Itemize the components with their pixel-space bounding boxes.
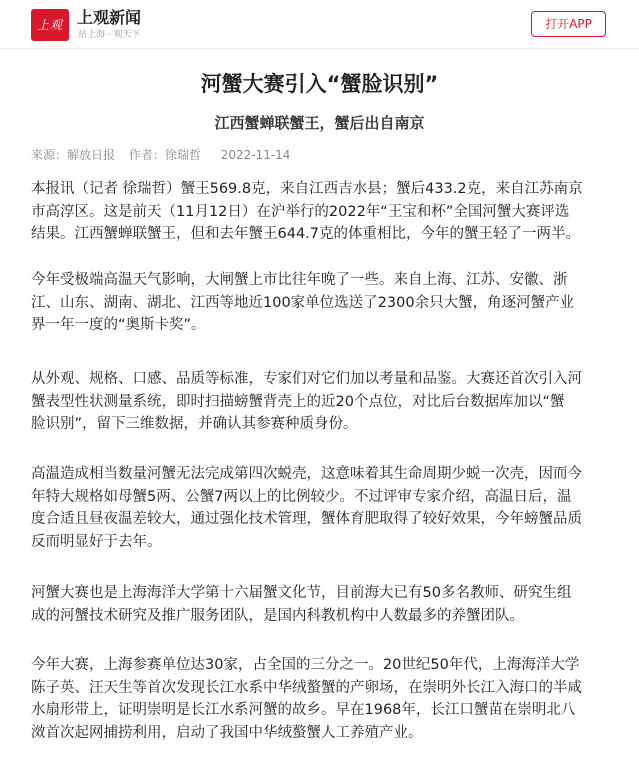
paragraph-line: 年特大规格如母蟹5两、公蟹7两以上的比例较少。不过评审专家介绍，高温日后，温 bbox=[31, 488, 572, 505]
article-paragraph bbox=[31, 368, 616, 436]
article-paragraph bbox=[31, 178, 616, 246]
paragraph-line: 界一年一度的“奥斯卡奖”。 bbox=[31, 317, 206, 333]
article-source: 来源：解放日报 bbox=[31, 148, 116, 162]
paragraph-line: 河蟹大赛也是上海海洋大学第十六届蟹文化节，目前海大已有50多名教师、研究生组 bbox=[31, 585, 572, 601]
brand-logo[interactable]: 上观 bbox=[31, 9, 69, 41]
article-subtitle: 江西蟹蝉联蟹王，蟹后出自南京 bbox=[214, 114, 425, 132]
article-date: 2022-11-14 bbox=[220, 148, 291, 162]
paragraph-line: 从外观、规格、口感、品质等标准，专家们对它们加以考量和品鉴。大赛还首次引入河 bbox=[31, 371, 582, 387]
paragraph-line: 脸识别”，留下三维数据，并确认其参赛种质身份。 bbox=[31, 416, 358, 432]
paragraph-line: 高温造成相当数量河蟹无法完成第四次蜕壳，这意味着其生命周期少蜕一次壳，因而今 bbox=[31, 466, 582, 482]
paragraph-line: 反而明显好于去年。 bbox=[31, 533, 162, 550]
paragraph-line: 成的河蟹技术研究及推广服务团队，是国内科教机构中人数最多的养蟹团队。 bbox=[31, 607, 524, 624]
paragraph-line: 市高淳区。这是前天（11月12日）在沪举行的2022年“王宝和杯”全国河蟹大赛评选 bbox=[31, 203, 570, 220]
article-paragraph bbox=[31, 269, 616, 337]
article-paragraph bbox=[31, 654, 616, 744]
article-paragraph bbox=[31, 463, 616, 553]
paragraph-line: 蟹表型性状测量系统，即时扫描螃蟹背壳上的近20个点位，对比后台数据库加以“蟹 bbox=[31, 393, 565, 410]
brand-slogan: 站上海 · 观天下 bbox=[78, 30, 141, 40]
top-bar bbox=[0, 0, 639, 49]
paragraph-line: 结果。江西蟹蝉联蟹王，但和去年蟹王644.7克的体重相比，今年的蟹王轻了一两半。 bbox=[31, 226, 581, 242]
brand-name: 上观新闻 bbox=[77, 8, 142, 27]
paragraph-line: 今年大赛，上海参赛单位达30家，占全国的三分之一。20世纪50年代，上海海洋大学 bbox=[31, 657, 580, 673]
article-author: 作者：徐瑞哲 bbox=[128, 148, 201, 162]
paragraph-line: 江、山东、湖南、湖北、江西等地近100家单位选送了2300余只大蟹，角逐河蟹产业 bbox=[31, 294, 575, 311]
paragraph-line: 水扇形带上，证明崇明是长江水系河蟹的故乡。早在1968年，长江口蟹苗在崇明北八 bbox=[31, 702, 576, 718]
paragraph-line: 本报讯（记者 徐瑞哲）蟹王569.8克，来自江西吉水县；蟹后433.2克，来自江苏南京 bbox=[31, 181, 583, 197]
paragraph-line: 今年受极端高温天气影响，大闸蟹上市比往年晚了一些。来自上海、江苏、安徽、浙 bbox=[31, 272, 568, 288]
article-paragraph bbox=[31, 582, 616, 627]
article-meta bbox=[31, 146, 300, 164]
paragraph-line: 度合适且昼夜温差较大，通过强化技术管理，蟹体育肥取得了较好效果，今年螃蟹品质 bbox=[31, 511, 582, 527]
article-title: 河蟹大赛引入“蟹脸识别” bbox=[200, 72, 439, 96]
paragraph-line: 滧首次起网捕捞利用，启动了我国中华绒螯蟹人工养殖产业。 bbox=[31, 724, 423, 741]
open-app-button[interactable]: 打开APP bbox=[531, 11, 606, 37]
paragraph-line: 陈子英、汪天生等首次发现长江水系中华绒螯蟹的产卵场，在崇明外长江入海口的半咸 bbox=[31, 679, 582, 696]
